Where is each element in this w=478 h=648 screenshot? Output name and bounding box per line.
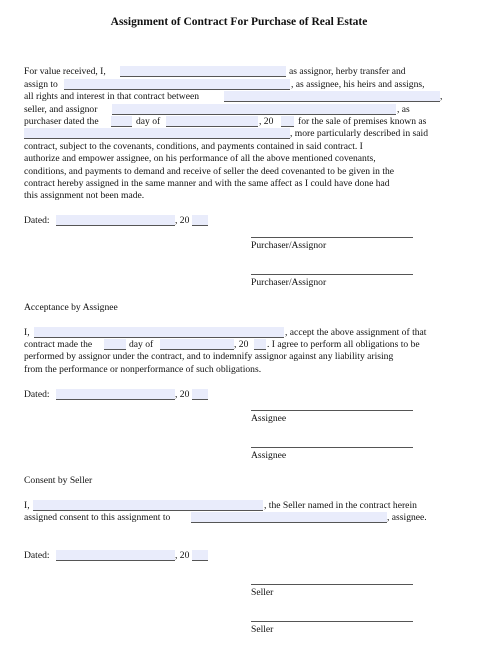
text: , the Seller named in the contract herein <box>264 500 417 511</box>
text: conditions, and payments to demand and receive of seller the deed covenanted to be given in the <box>24 166 395 177</box>
acceptance-year-field[interactable] <box>254 339 266 350</box>
text: , 20 <box>234 339 249 350</box>
dated-3-year-field[interactable] <box>192 550 208 561</box>
text: , assignee. <box>387 512 427 523</box>
text: this assignment not been made. <box>24 190 145 201</box>
year-prefix: , 20 <box>175 550 190 561</box>
seller-name-field[interactable] <box>224 91 443 102</box>
text: contract hereby assigned in the same manner and with the same affect as I could have done had <box>24 178 390 189</box>
signature-label: Purchaser/Assignor <box>251 240 327 251</box>
text: I, <box>24 500 30 511</box>
text: , <box>440 91 443 102</box>
text: from the performance or nonperformance of such obligations. <box>24 364 262 375</box>
signature-label: Purchaser/Assignor <box>251 277 327 288</box>
acceptance-month-field[interactable] <box>160 339 234 350</box>
dated-label: Dated: <box>24 389 50 400</box>
text: all rights and interest in that contract between <box>24 91 200 102</box>
text: as assignor, herby transfer and <box>289 66 406 77</box>
text: day of <box>129 339 154 350</box>
signature-line[interactable] <box>251 237 413 238</box>
page-title: Assignment of Contract For Purchase of Real Estate <box>110 16 368 28</box>
text: , as assignee, his heirs and assigns, <box>291 79 425 90</box>
contract-year-field[interactable] <box>281 116 294 127</box>
text: , more particularly described in said <box>290 128 428 139</box>
text: . I agree to perform all obligations to be <box>267 339 420 350</box>
signature-label: Assignee <box>251 413 287 424</box>
text: , 20 <box>259 116 274 127</box>
signature-line[interactable] <box>251 410 413 411</box>
dated-label: Dated: <box>24 215 50 226</box>
text: contract made the <box>24 339 93 350</box>
year-prefix: , 20 <box>175 389 190 400</box>
year-prefix: , 20 <box>175 215 190 226</box>
dated-1-year-field[interactable] <box>192 215 208 226</box>
dated-2-field[interactable] <box>56 389 175 400</box>
acceptance-assignee-field[interactable] <box>34 327 284 338</box>
signature-line[interactable] <box>251 274 413 275</box>
acceptance-day-field[interactable] <box>104 339 126 350</box>
consent-seller-field[interactable] <box>33 500 263 511</box>
assignee-name-field[interactable] <box>64 79 290 90</box>
assignor-name-field[interactable] <box>120 66 286 77</box>
dated-label: Dated: <box>24 550 50 561</box>
text: authorize and empower assignee, on his performance of all the above mentioned covenants, <box>24 153 376 164</box>
signature-line[interactable] <box>251 447 413 448</box>
text: , accept the above assignment of that <box>285 327 427 338</box>
dated-2-year-field[interactable] <box>192 389 208 400</box>
text: , as <box>397 104 410 115</box>
assignor-contract-name-field[interactable] <box>112 104 396 115</box>
contract-day-field[interactable] <box>111 116 132 127</box>
text: I, <box>24 327 30 338</box>
signature-label: Seller <box>251 587 274 598</box>
acceptance-heading: Acceptance by Assignee <box>24 302 118 313</box>
text: For value received, I, <box>24 66 106 77</box>
dated-3-field[interactable] <box>56 550 175 561</box>
contract-month-field[interactable] <box>166 116 258 127</box>
signature-line[interactable] <box>251 621 413 622</box>
text: assign to <box>24 79 58 90</box>
text: assigned consent to this assignment to <box>24 512 171 523</box>
text: seller, and assignor <box>24 104 98 115</box>
text: purchaser dated the <box>24 116 99 127</box>
signature-label: Seller <box>251 624 274 635</box>
premises-field[interactable] <box>24 128 290 139</box>
text: contract, subject to the covenants, conditions, and payments contained in said contract. I <box>24 141 363 152</box>
consent-assignee-field[interactable] <box>191 512 387 523</box>
consent-heading: Consent by Seller <box>24 475 93 486</box>
text: day of <box>136 116 161 127</box>
text: performed by assignor under the contract, and to indemnify assignor against any liability arising <box>24 351 394 362</box>
dated-1-field[interactable] <box>56 215 175 226</box>
text: for the sale of premises known as <box>298 116 427 127</box>
signature-label: Assignee <box>251 450 287 461</box>
signature-line[interactable] <box>251 584 413 585</box>
